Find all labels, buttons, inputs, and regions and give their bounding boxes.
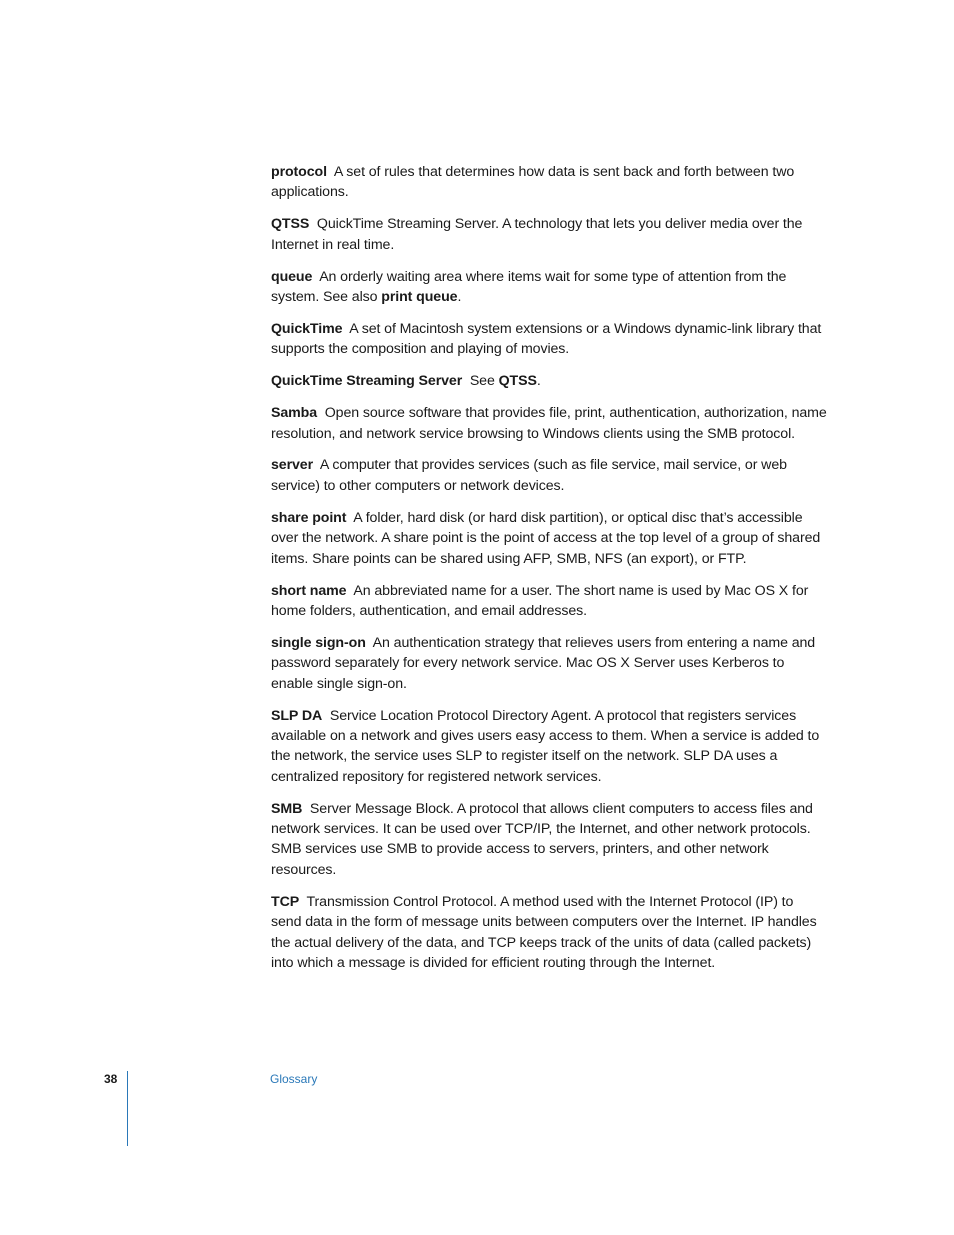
glossary-term: SLP DA	[271, 707, 323, 724]
glossary-list	[271, 162, 827, 985]
footer-section-name: Glossary	[270, 1072, 318, 1086]
glossary-definition: See	[469, 373, 499, 390]
glossary-definition: QuickTime Streaming Server. A technology that lets you deliver media over the Internet in real time.	[271, 216, 803, 253]
glossary-entry-server	[271, 455, 827, 496]
glossary-definition: An authentication strategy that relieves users from entering a name and password separately for every network service. Mac OS X Server uses Kerberos to enable single sign-on.	[271, 634, 816, 692]
glossary-definition: Transmission Control Protocol. A method used with the Internet Protocol (IP) to send data in the form of message units between computers over the Internet. IP handles the actual delivery of the data, and TCP keeps track of the units of data (called packets) into which a message is divided for efficient routing through the Internet.	[271, 893, 817, 971]
glossary-entry-share-point	[271, 508, 827, 569]
glossary-term: TCP	[271, 893, 300, 910]
glossary-entry-protocol	[271, 162, 827, 203]
glossary-term: single sign-on	[271, 634, 366, 651]
glossary-definition: A set of Macintosh system extensions or a Windows dynamic-link library that supports the composition and playing of movies.	[271, 320, 822, 358]
glossary-definition: Server Message Block. A protocol that allows client computers to access files and network services. It can be used over TCP/IP, the Internet, and other network protocols. SMB services use SMB to provide access to servers, printers, and other network resources.	[271, 800, 813, 878]
glossary-definition: Service Location Protocol Directory Agent. A protocol that registers services available on a network and gives users easy access to them. When a service is added to the network, the service uses SLP to register itself on the network. SLP DA uses a centralized repository for registered network services.	[271, 707, 820, 785]
glossary-term: SMB	[271, 800, 303, 817]
glossary-entry-short-name	[271, 581, 827, 622]
glossary-term: server	[271, 457, 314, 474]
cross-reference-print-queue: print queue	[381, 289, 458, 306]
glossary-entry-slp-da	[271, 706, 827, 788]
glossary-term: QuickTime Streaming Server	[271, 373, 463, 390]
glossary-definition: A set of rules that determines how data is sent back and forth between two applications.	[271, 164, 795, 201]
glossary-term: short name	[271, 582, 347, 599]
glossary-entry-tcp	[271, 892, 827, 974]
glossary-entry-quicktime	[271, 319, 827, 360]
glossary-definition: A folder, hard disk (or hard disk partition), or optical disc that’s accessible over the network. A share point is the point of access at the top level of a group of shared items. Share points can be shared using AFP, SMB, NFS (an export), or FTP.	[271, 509, 821, 567]
glossary-entry-queue	[271, 267, 827, 308]
glossary-definition: A computer that provides services (such as file service, mail service, or web service) to other computers or network devices.	[271, 457, 787, 494]
glossary-term: queue	[271, 268, 313, 285]
glossary-definition: An abbreviated name for a user. The short name is used by Mac OS X for home folders, authentication, and email addresses.	[271, 582, 809, 619]
glossary-term: QuickTime	[271, 320, 343, 337]
glossary-entry-samba	[271, 403, 827, 444]
glossary-entry-qtss	[271, 214, 827, 255]
glossary-entry-quicktime-streaming-server	[271, 371, 827, 391]
glossary-entry-smb	[271, 799, 827, 881]
glossary-definition: An orderly waiting area where items wait for some type of attention from the system. See also	[271, 268, 787, 306]
glossary-term: QTSS	[271, 216, 310, 233]
cross-reference-qtss: QTSS	[498, 373, 537, 390]
glossary-entry-single-sign-on	[271, 633, 827, 694]
glossary-definition-end: .	[536, 373, 541, 390]
glossary-term: Samba	[271, 405, 318, 422]
glossary-term: protocol	[271, 164, 327, 180]
page-number: 38	[104, 1072, 118, 1086]
glossary-term: share point	[271, 509, 347, 526]
footer-divider	[127, 1071, 128, 1146]
glossary-definition: Open source software that provides file, print, authentication, authorization, name resolution, and network service browsing to Windows clients using the SMB protocol.	[271, 405, 827, 442]
glossary-definition-end: .	[457, 289, 462, 306]
